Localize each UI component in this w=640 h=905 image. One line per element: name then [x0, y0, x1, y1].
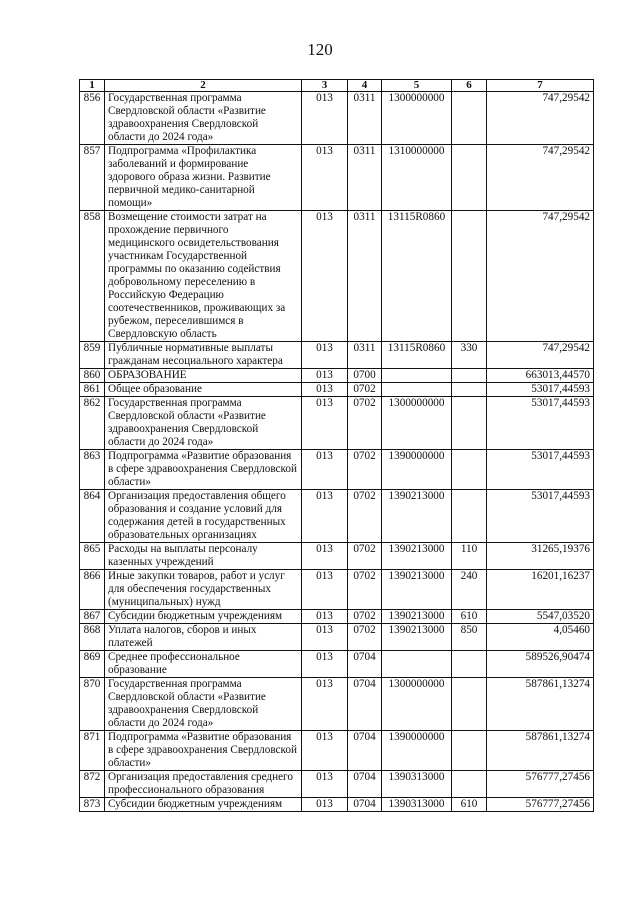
row-code-5 [382, 651, 452, 678]
row-code-6 [452, 145, 487, 211]
row-number: 868 [80, 624, 105, 651]
row-number: 857 [80, 145, 105, 211]
row-code-4: 0702 [348, 624, 382, 651]
row-code-6 [452, 490, 487, 543]
row-code-3: 013 [302, 490, 348, 543]
row-amount: 53017,44593 [487, 490, 594, 543]
row-amount: 576777,27456 [487, 771, 594, 798]
table-row [80, 369, 594, 383]
table-row [80, 490, 594, 543]
row-name: Подпрограмма «Развитие образования в сфере здравоохранения Свердловской области» [105, 731, 302, 771]
row-code-3: 013 [302, 383, 348, 397]
row-amount: 16201,16237 [487, 570, 594, 610]
row-code-6 [452, 369, 487, 383]
table-row [80, 731, 594, 771]
row-code-6 [452, 383, 487, 397]
row-code-4: 0700 [348, 369, 382, 383]
header-col-4: 4 [348, 80, 382, 92]
row-code-3: 013 [302, 211, 348, 342]
row-code-4: 0702 [348, 543, 382, 570]
table-row [80, 397, 594, 450]
row-code-4: 0704 [348, 798, 382, 812]
row-code-6 [452, 92, 487, 145]
row-code-4: 0702 [348, 450, 382, 490]
row-name: Государственная программа Свердловской области «Развитие здравоохранения Свердловской области до 2024 года» [105, 397, 302, 450]
row-code-6 [452, 771, 487, 798]
row-code-3: 013 [302, 798, 348, 812]
row-amount: 587861,13274 [487, 678, 594, 731]
row-amount: 587861,13274 [487, 731, 594, 771]
row-code-3: 013 [302, 610, 348, 624]
row-code-6 [452, 397, 487, 450]
row-code-3: 013 [302, 543, 348, 570]
row-name: Организация предоставления общего образования и создание условий для содержания детей в государственных образовательных организациях [105, 490, 302, 543]
row-amount: 589526,90474 [487, 651, 594, 678]
row-amount: 747,29542 [487, 92, 594, 145]
row-code-6: 330 [452, 342, 487, 369]
row-code-4: 0702 [348, 383, 382, 397]
row-code-6: 610 [452, 798, 487, 812]
row-number: 860 [80, 369, 105, 383]
row-code-4: 0702 [348, 610, 382, 624]
row-amount: 53017,44593 [487, 450, 594, 490]
row-code-4: 0311 [348, 211, 382, 342]
row-number: 864 [80, 490, 105, 543]
row-code-5 [382, 383, 452, 397]
row-code-4: 0702 [348, 397, 382, 450]
row-code-3: 013 [302, 450, 348, 490]
row-name: Расходы на выплаты персоналу казенных учреждений [105, 543, 302, 570]
row-code-6 [452, 651, 487, 678]
row-code-3: 013 [302, 92, 348, 145]
row-code-6: 850 [452, 624, 487, 651]
row-code-3: 013 [302, 570, 348, 610]
row-amount: 53017,44593 [487, 383, 594, 397]
table-body [80, 92, 594, 812]
row-name: Возмещение стоимости затрат на прохождение первичного медицинского освидетельствования участникам Государственной программы по оказанию содействия добровольному переселению в Российскую Федерацию соотечественников, проживающих за рубежом, переселившимся в Свердловскую область [105, 211, 302, 342]
row-code-6 [452, 731, 487, 771]
row-code-3: 013 [302, 369, 348, 383]
row-amount: 576777,27456 [487, 798, 594, 812]
row-amount: 747,29542 [487, 342, 594, 369]
row-code-4: 0311 [348, 342, 382, 369]
header-col-2: 2 [105, 80, 302, 92]
row-number: 859 [80, 342, 105, 369]
header-col-7: 7 [487, 80, 594, 92]
row-code-5: 1310000000 [382, 145, 452, 211]
table-row [80, 145, 594, 211]
row-code-4: 0704 [348, 651, 382, 678]
page-number: 120 [307, 40, 333, 59]
table-row [80, 543, 594, 570]
header-col-5: 5 [382, 80, 452, 92]
row-code-5: 1390213000 [382, 624, 452, 651]
row-code-5: 13115R0860 [382, 342, 452, 369]
row-code-5: 1390313000 [382, 771, 452, 798]
row-code-5: 1300000000 [382, 678, 452, 731]
row-name: Иные закупки товаров, работ и услуг для обеспечения государственных (муниципальных) нужд [105, 570, 302, 610]
row-code-5: 1390213000 [382, 490, 452, 543]
row-code-4: 0702 [348, 490, 382, 543]
row-code-3: 013 [302, 397, 348, 450]
table-row [80, 610, 594, 624]
table-row [80, 383, 594, 397]
row-number: 873 [80, 798, 105, 812]
row-name: Подпрограмма «Профилактика заболеваний и формирование здорового образа жизни. Развитие первичной медико-санитарной помощи» [105, 145, 302, 211]
row-code-4: 0311 [348, 145, 382, 211]
row-name: Среднее профессиональное образование [105, 651, 302, 678]
row-code-5 [382, 369, 452, 383]
row-number: 872 [80, 771, 105, 798]
row-code-3: 013 [302, 731, 348, 771]
row-code-3: 013 [302, 771, 348, 798]
row-number: 863 [80, 450, 105, 490]
row-code-6: 110 [452, 543, 487, 570]
row-name: Подпрограмма «Развитие образования в сфере здравоохранения Свердловской области» [105, 450, 302, 490]
row-number: 862 [80, 397, 105, 450]
row-name: Публичные нормативные выплаты гражданам несоциального характера [105, 342, 302, 369]
table-row [80, 771, 594, 798]
budget-table [79, 79, 594, 812]
row-code-6 [452, 211, 487, 342]
row-number: 867 [80, 610, 105, 624]
row-name: ОБРАЗОВАНИЕ [105, 369, 302, 383]
row-code-5: 1390213000 [382, 610, 452, 624]
table-row [80, 624, 594, 651]
row-number: 871 [80, 731, 105, 771]
table-row [80, 450, 594, 490]
table-row [80, 651, 594, 678]
header-col-1: 1 [80, 80, 105, 92]
row-number: 856 [80, 92, 105, 145]
row-code-4: 0704 [348, 678, 382, 731]
row-code-5: 13115R0860 [382, 211, 452, 342]
row-number: 870 [80, 678, 105, 731]
row-code-5: 1300000000 [382, 397, 452, 450]
row-name: Государственная программа Свердловской области «Развитие здравоохранения Свердловской области до 2024 года» [105, 92, 302, 145]
row-name: Субсидии бюджетным учреждениям [105, 798, 302, 812]
row-code-5: 1390313000 [382, 798, 452, 812]
row-number: 858 [80, 211, 105, 342]
row-amount: 747,29542 [487, 211, 594, 342]
row-amount: 5547,03520 [487, 610, 594, 624]
table-row [80, 678, 594, 731]
row-name: Общее образование [105, 383, 302, 397]
row-name: Организация предоставления среднего профессионального образования [105, 771, 302, 798]
header-col-3: 3 [302, 80, 348, 92]
row-code-4: 0702 [348, 570, 382, 610]
row-code-5: 1390213000 [382, 570, 452, 610]
row-amount: 663013,44570 [487, 369, 594, 383]
row-number: 869 [80, 651, 105, 678]
table-row [80, 211, 594, 342]
row-code-6: 240 [452, 570, 487, 610]
row-amount: 53017,44593 [487, 397, 594, 450]
table-row [80, 92, 594, 145]
row-amount: 4,05460 [487, 624, 594, 651]
row-number: 866 [80, 570, 105, 610]
row-code-4: 0704 [348, 731, 382, 771]
row-name: Государственная программа Свердловской области «Развитие здравоохранения Свердловской области до 2024 года» [105, 678, 302, 731]
table-row [80, 570, 594, 610]
row-code-3: 013 [302, 624, 348, 651]
row-code-4: 0704 [348, 771, 382, 798]
row-code-6: 610 [452, 610, 487, 624]
row-name: Уплата налогов, сборов и иных платежей [105, 624, 302, 651]
row-code-5: 1390000000 [382, 731, 452, 771]
row-code-5: 1390000000 [382, 450, 452, 490]
table-row [80, 342, 594, 369]
table-row [80, 798, 594, 812]
row-code-3: 013 [302, 145, 348, 211]
row-code-4: 0311 [348, 92, 382, 145]
row-number: 861 [80, 383, 105, 397]
row-code-3: 013 [302, 342, 348, 369]
row-code-5: 1300000000 [382, 92, 452, 145]
row-amount: 747,29542 [487, 145, 594, 211]
row-code-5: 1390213000 [382, 543, 452, 570]
row-code-3: 013 [302, 651, 348, 678]
row-amount: 31265,19376 [487, 543, 594, 570]
row-code-3: 013 [302, 678, 348, 731]
row-number: 865 [80, 543, 105, 570]
header-col-6: 6 [452, 80, 487, 92]
row-code-6 [452, 678, 487, 731]
row-code-6 [452, 450, 487, 490]
header-row [80, 80, 594, 92]
row-name: Субсидии бюджетным учреждениям [105, 610, 302, 624]
